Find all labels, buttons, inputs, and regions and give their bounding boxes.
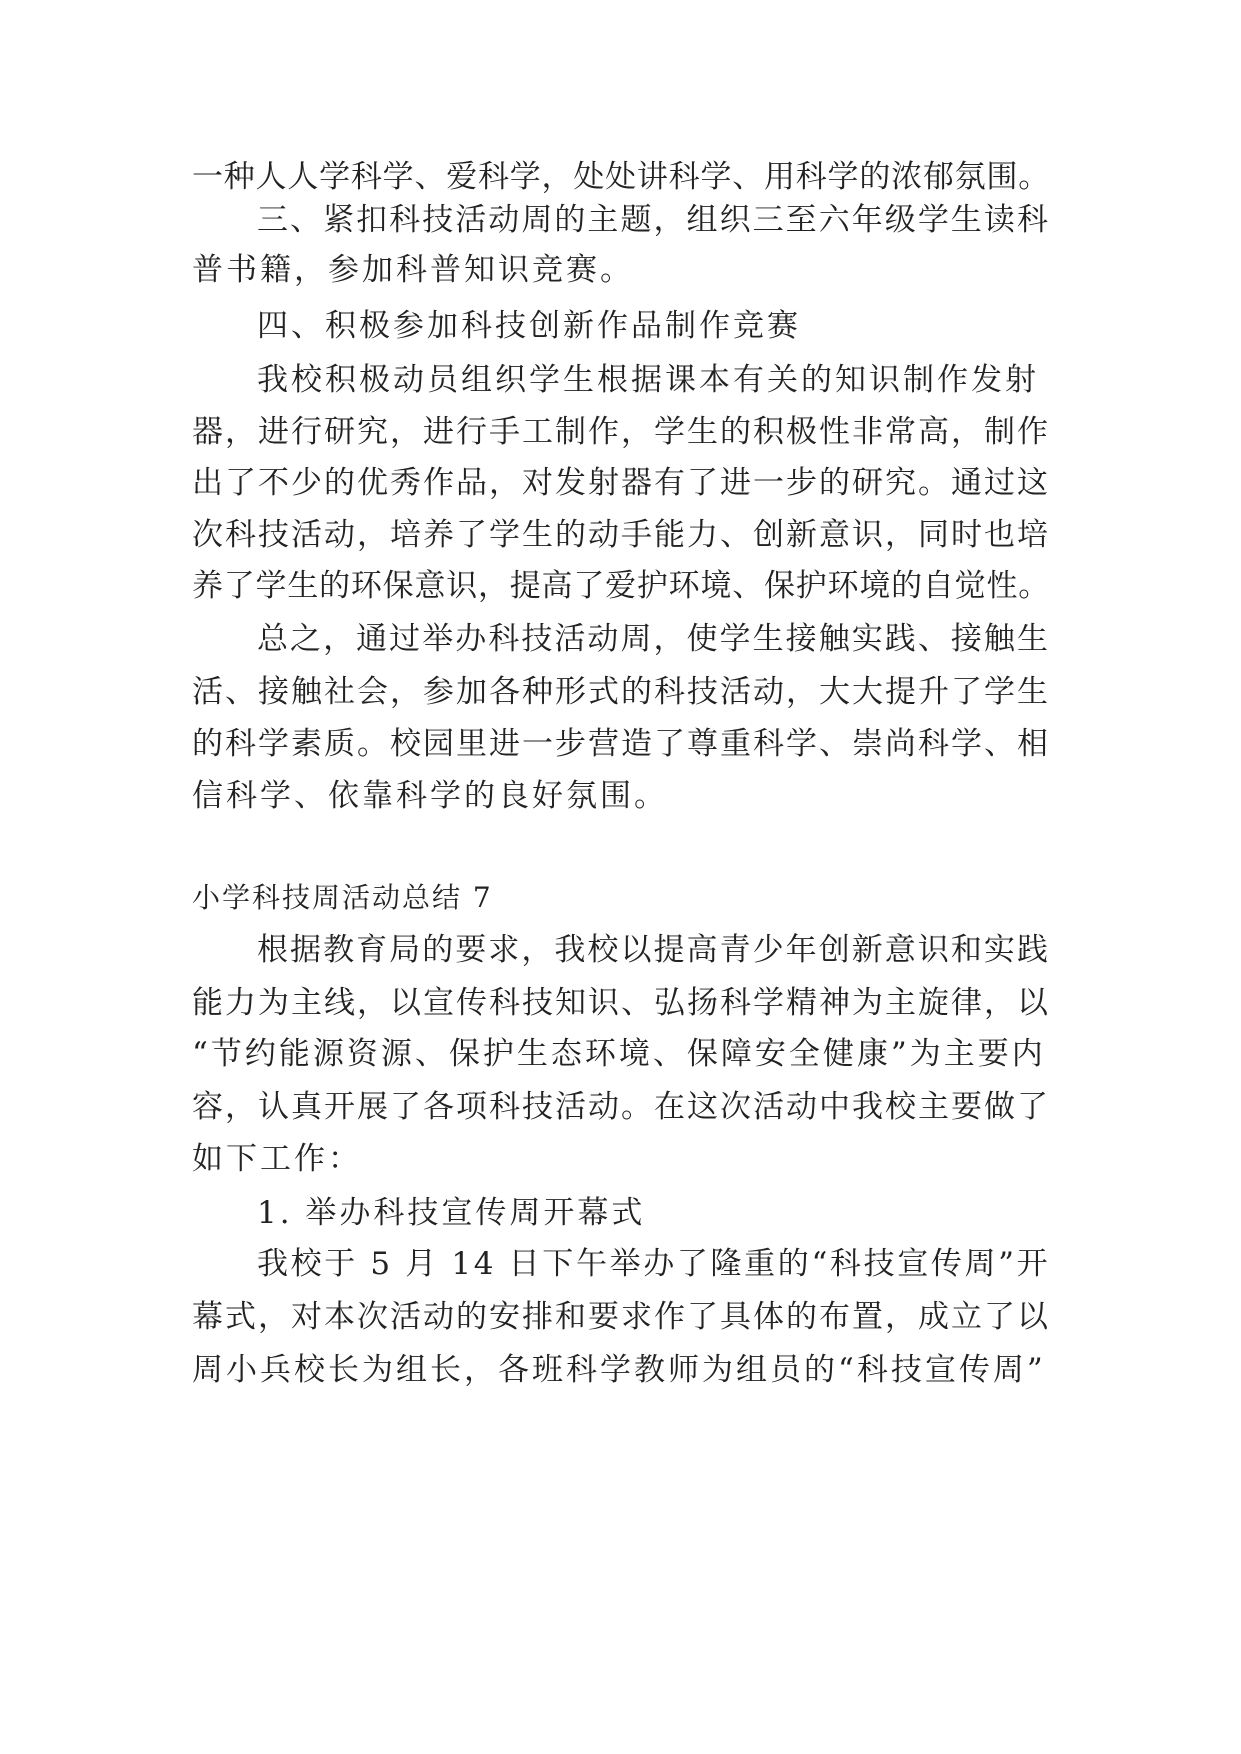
section-heading-three: 三、紧扣科技活动周的主题，组织三至六年级学生读科	[257, 202, 1050, 238]
paragraph-line: 出了不少的优秀作品，对发射器有了进一步的研究。通过这	[192, 465, 1050, 501]
paragraph-line: 信科学、依靠科学的良好氛围。	[192, 778, 668, 814]
article-title: 小学科技周活动总结 7	[192, 881, 493, 914]
paragraph-line: 幕式，对本次活动的安排和要求作了具体的布置，成立了以	[192, 1299, 1050, 1335]
paragraph-line: 能力为主线，以宣传科技知识、弘扬科学精神为主旋律，以	[192, 985, 1050, 1021]
paragraph-line: 如下工作：	[192, 1141, 362, 1177]
paragraph-line: “节约能源资源、保护生态环境、保障安全健康”为主要内	[192, 1036, 1046, 1072]
paragraph-line: 器，进行研究，进行手工制作，学生的积极性非常高，制作	[192, 414, 1050, 450]
paragraph-line: 一种人人学科学、爱科学，处处讲科学、用科学的浓郁氛围。	[192, 159, 1050, 195]
paragraph-line: 次科技活动，培养了学生的动手能力、创新意识，同时也培	[192, 517, 1050, 553]
paragraph-line: 的科学素质。校园里进一步营造了尊重科学、崇尚科学、相	[192, 726, 1050, 762]
paragraph-line: 根据教育局的要求，我校以提高青少年创新意识和实践	[257, 932, 1050, 968]
paragraph-line: 容，认真开展了各项科技活动。在这次活动中我校主要做了	[192, 1089, 1050, 1125]
list-item-heading: 1. 举办科技宣传周开幕式	[257, 1195, 646, 1231]
paragraph-line: 我校积极动员组织学生根据课本有关的知识制作发射	[257, 362, 1039, 398]
paragraph-line: 养了学生的环保意识，提高了爱护环境、保护环境的自觉性。	[192, 568, 1050, 604]
paragraph-line: 周小兵校长为组长，各班科学教师为组员的“科技宣传周”	[192, 1352, 1046, 1388]
paragraph-line: 总之，通过举办科技活动周，使学生接触实践、接触生	[257, 621, 1050, 657]
paragraph-line: 活、接触社会，参加各种形式的科技活动，大大提升了学生	[192, 674, 1050, 710]
paragraph-line: 普书籍，参加科普知识竞赛。	[192, 252, 634, 288]
section-heading-four: 四、积极参加科技创新作品制作竞赛	[257, 308, 801, 344]
paragraph-line: 我校于 5 月 14 日下午举办了隆重的“科技宣传周”开	[257, 1246, 1051, 1282]
